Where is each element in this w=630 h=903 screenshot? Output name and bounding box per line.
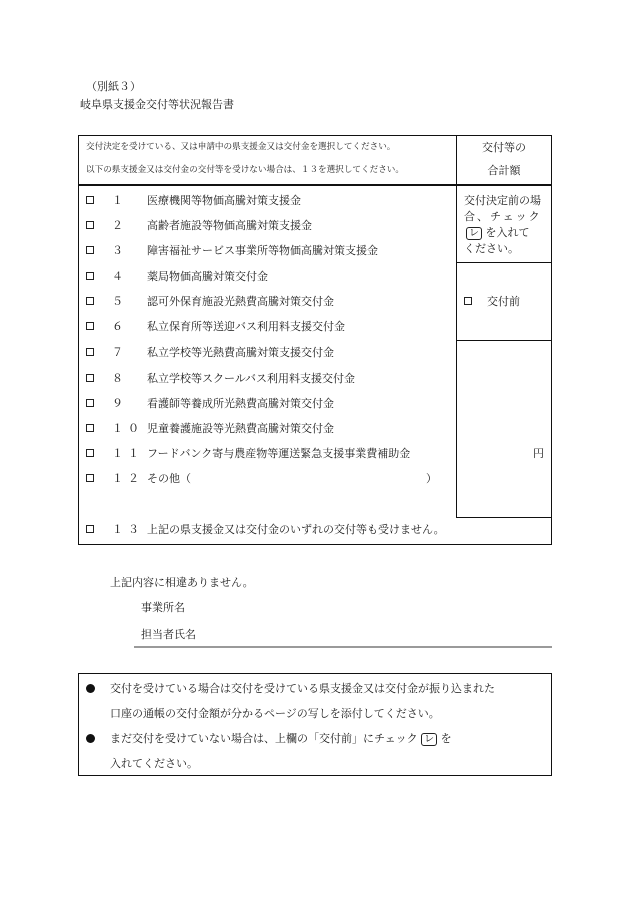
item-label: その他（ [147,472,191,485]
signature-underline [134,646,552,648]
item-label: 上記の県支援金又は交付金のいずれの交付等も受けません。 [147,523,445,536]
note-1-line-2: 口座の通帳の交付金額が分かるページの写しを添付してください。 [110,707,440,720]
item-number: ２ [112,219,128,232]
item-number: ４ [112,270,128,283]
item-label: 薬局物価高騰対策交付金 [147,270,268,283]
check-mark-icon: レ [421,733,437,746]
item-label: 私立学校等光熱費高騰対策支援交付金 [147,346,334,359]
item-label: 私立保育所等送迎バス利用料支援交付金 [147,320,345,333]
checkbox[interactable] [86,474,94,482]
checkbox[interactable] [86,297,94,305]
checkbox[interactable] [86,399,94,407]
side-divider-3 [456,517,552,518]
checkbox[interactable] [86,348,94,356]
document-title: 岐阜県支援金交付等状況報告書 [80,98,234,111]
note-2-line-2: 入れてください。 [110,757,198,770]
checkbox[interactable] [86,449,94,457]
item-number: １ [112,194,128,207]
checkbox[interactable] [86,322,94,330]
item-number: ８ [112,372,128,385]
bullet-icon [86,684,95,693]
item-number: ３ [112,244,128,257]
yen-unit: 円 [533,447,544,460]
bullet-icon [86,734,95,743]
item-label: フードバンク寄与農産物等運送緊急支援事業費補助金 [147,447,411,460]
checkbox[interactable] [86,374,94,382]
side-divider-2 [456,340,552,341]
total-header-line-2: 合計額 [487,164,521,177]
other-close-paren: ） [426,472,437,485]
person-name-field[interactable] [210,624,550,644]
checkbox[interactable] [86,246,94,254]
item-number: ６ [112,320,128,333]
item-label: 認可外保育施設光熱費高騰対策交付金 [147,295,334,308]
confirmation-text: 上記内容に相違ありません。 [110,576,254,589]
item-label: 医療機関等物価高騰対策支援金 [147,194,301,207]
item-label: 障害福祉サービス事業所等物価高騰対策支援金 [147,244,378,257]
note-1-line-1: 交付を受けている場合は交付を受けている県支援金又は交付金が振り込まれた [110,682,495,695]
item-label: 私立学校等スクールバス利用料支援交付金 [147,372,356,385]
instruction-line-1: 交付決定を受けている、又は申請中の県支援金又は交付金を選択してください。 [86,142,396,152]
item-number: ９ [112,397,128,410]
item-number: ７ [112,346,128,359]
office-name-field[interactable] [200,597,550,617]
person-name-label: 担当者氏名 [141,628,196,641]
item-number: １２ [112,472,144,485]
side-note-line-2: 合、チェック [464,210,542,223]
note-2-prefix: まだ交付を受けていない場合は、上欄の「交付前」にチェック [110,732,418,745]
office-name-label: 事業所名 [141,601,185,614]
check-mark-icon: レ [466,227,482,240]
total-column-divider [456,135,457,517]
checkbox[interactable] [86,525,94,533]
side-note-suffix: を入れて [485,226,530,239]
item-number: １１ [112,447,144,460]
header-divider [78,184,552,186]
checkbox[interactable] [464,297,472,305]
note-2-suffix: を [440,732,452,745]
checkbox[interactable] [86,221,94,229]
side-divider-1 [456,262,552,263]
item-number: ５ [112,295,128,308]
checkbox[interactable] [86,196,94,204]
total-header-line-1: 交付等の [482,141,526,154]
pre-decision-label: 交付前 [487,295,520,308]
item-label: 児童養護施設等光熱費高騰対策交付金 [147,422,334,435]
side-note-line-4: ください。 [464,242,519,255]
item-number: １０ [112,422,144,435]
instruction-line-2: 以下の県支援金又は交付金の交付等を受けない場合は、１３を選択してください。 [86,165,404,175]
item-label: 看護師等養成所光熱費高騰対策交付金 [147,397,334,410]
item-number: １３ [112,523,144,536]
checkbox[interactable] [86,272,94,280]
side-note-line-3 [466,226,530,240]
checkbox[interactable] [86,424,94,432]
item-label: 高齢者施設等物価高騰対策支援金 [147,219,312,232]
attachment-label: （別紙３） [86,80,141,93]
note-2-line-1 [110,732,452,746]
side-note-line-1: 交付決定前の場 [464,194,541,207]
